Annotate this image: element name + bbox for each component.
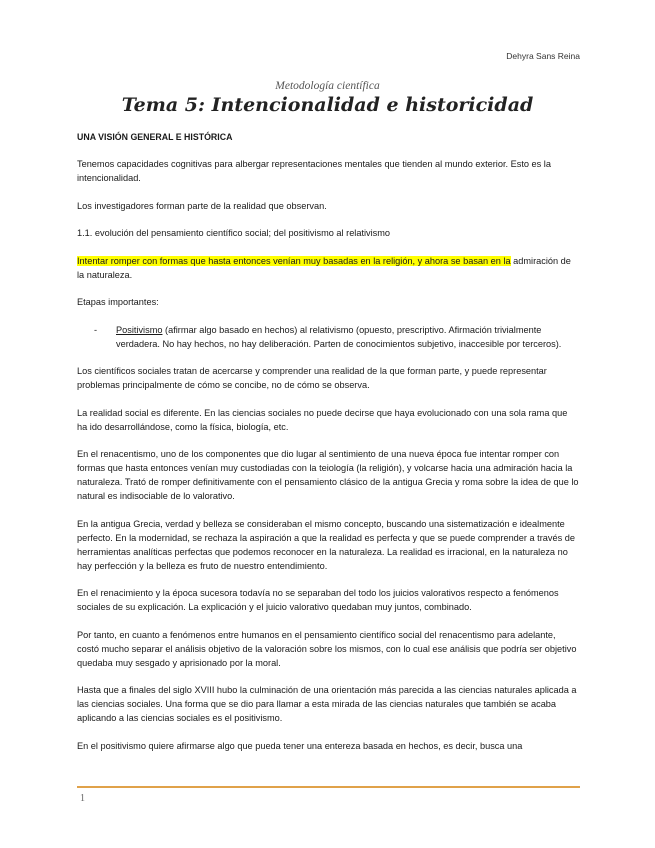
etapas-label: Etapas importantes:: [77, 297, 159, 307]
paragraph-renacentismo: En el renacentismo, uno de los componentes que dio lugar al sentimiento de una nueva época fue intentar romper con formas que hasta entonces venían muy custodiadas con la teiología (la religión), y volcarse hacia una admiración hacia la naturaleza. Trató de romper definitivamente con el pensamiento clásico de la antigua Grecia y roma sobre la idea de que lo natural es indisociable de lo valorativo.: [77, 449, 579, 501]
document-body: [77, 130, 580, 766]
paragraph-grecia: En la antigua Grecia, verdad y belleza se consideraban el mismo concepto, buscando una sistematización e idealmente perfecto. En la modernidad, se rechaza la aspiración a que la realidad es perfecta y que se puede comprender a través de herramientas analíticas perfectas que podemos reconocer en la naturaleza. La realidad es irracional, en la naturaleza no hay perfección y la belleza es fruto de nuestro entendimiento.: [77, 518, 575, 571]
footer-divider: [77, 786, 580, 788]
paragraph-investigadores: Los investigadores forman parte de la realidad que observan.: [77, 200, 327, 211]
list-term: Positivismo: [116, 324, 163, 335]
etapas-list: [77, 323, 580, 351]
highlighted-paragraph: [77, 254, 580, 282]
paragraph-renacimiento: En el renacimiento y la época sucesora todavía no se separaban del todo los juicios valorativos respecto a fenómenos sociales de su explicación. La explicación y el juicio valorativo quedaban muy juntos, combinado.: [77, 588, 559, 612]
paragraph-intencionalidad: Tenemos capacidades cognitivas para albergar representaciones mentales que tienden al mundo exterior. Esto es la intencionalidad.: [77, 159, 551, 183]
paragraph-por-tanto: Por tanto, en cuanto a fenómenos entre humanos en el pensamiento científico social del renacentismo para adelante, costó mucho separar el análisis objetivo de la valoración sobre los mismos, con lo cual ese análisis que podría ser objetivo quedaba muy sesgado y aprisionado por la moral.: [77, 629, 577, 668]
highlighted-text: Intentar romper con formas que hasta entonces venían muy basadas en la religión, y ahora se basan en la: [77, 255, 511, 266]
list-dash: -: [94, 324, 98, 335]
section-heading: UNA VISIÓN GENERAL E HISTÓRICA: [77, 132, 233, 142]
paragraph-positivismo: En el positivismo quiere afirmarse algo que pueda tener una entereza basada en hechos, es decir, busca una: [77, 740, 523, 751]
list-text: (afirmar algo basado en hechos) al relativismo (opuesto, prescriptivo. Afirmación trivialmente verdadera. No hay hechos, no hay deliberación. Parten de conocimientos subjetivo, inaccesible por terceros).: [116, 324, 562, 349]
highlighted-paragraph-rest: admiración de la naturaleza.: [77, 255, 571, 280]
subsection-heading: 1.1. evolución del pensamiento científico social; del positivismo al relativismo: [77, 228, 391, 238]
document-subtitle: Metodología científica: [275, 80, 380, 92]
paragraph-cientificos: Los científicos sociales tratan de acercarse y comprender una realidad de la que forman parte, y puede representar problemas principalmente de cómo se concibe, no de cómo se observa.: [77, 366, 547, 390]
paragraph-realidad-social: La realidad social es diferente. En las ciencias sociales no puede decirse que haya evolucionado con una sola rama que ha ido desarrollándose, como la física, biología, etc.: [77, 407, 568, 432]
list-item: [77, 323, 580, 351]
paragraph-siglo-xviii: Hasta que a finales del siglo XVIII hubo la culminación de una orientación más parecida a las ciencias naturales aplicada a las ciencias sociales. Una forma que se dio para llamar a esta mirada de las ciencias naturales que también se acaba aplicando a las ciencias sociales es el positivismo.: [77, 685, 577, 723]
author-name: Dehyra Sans Reina: [506, 51, 580, 61]
page-number: 1: [80, 793, 85, 804]
document-title: Tema 5: Intencionalidad e historicidad: [121, 94, 534, 116]
